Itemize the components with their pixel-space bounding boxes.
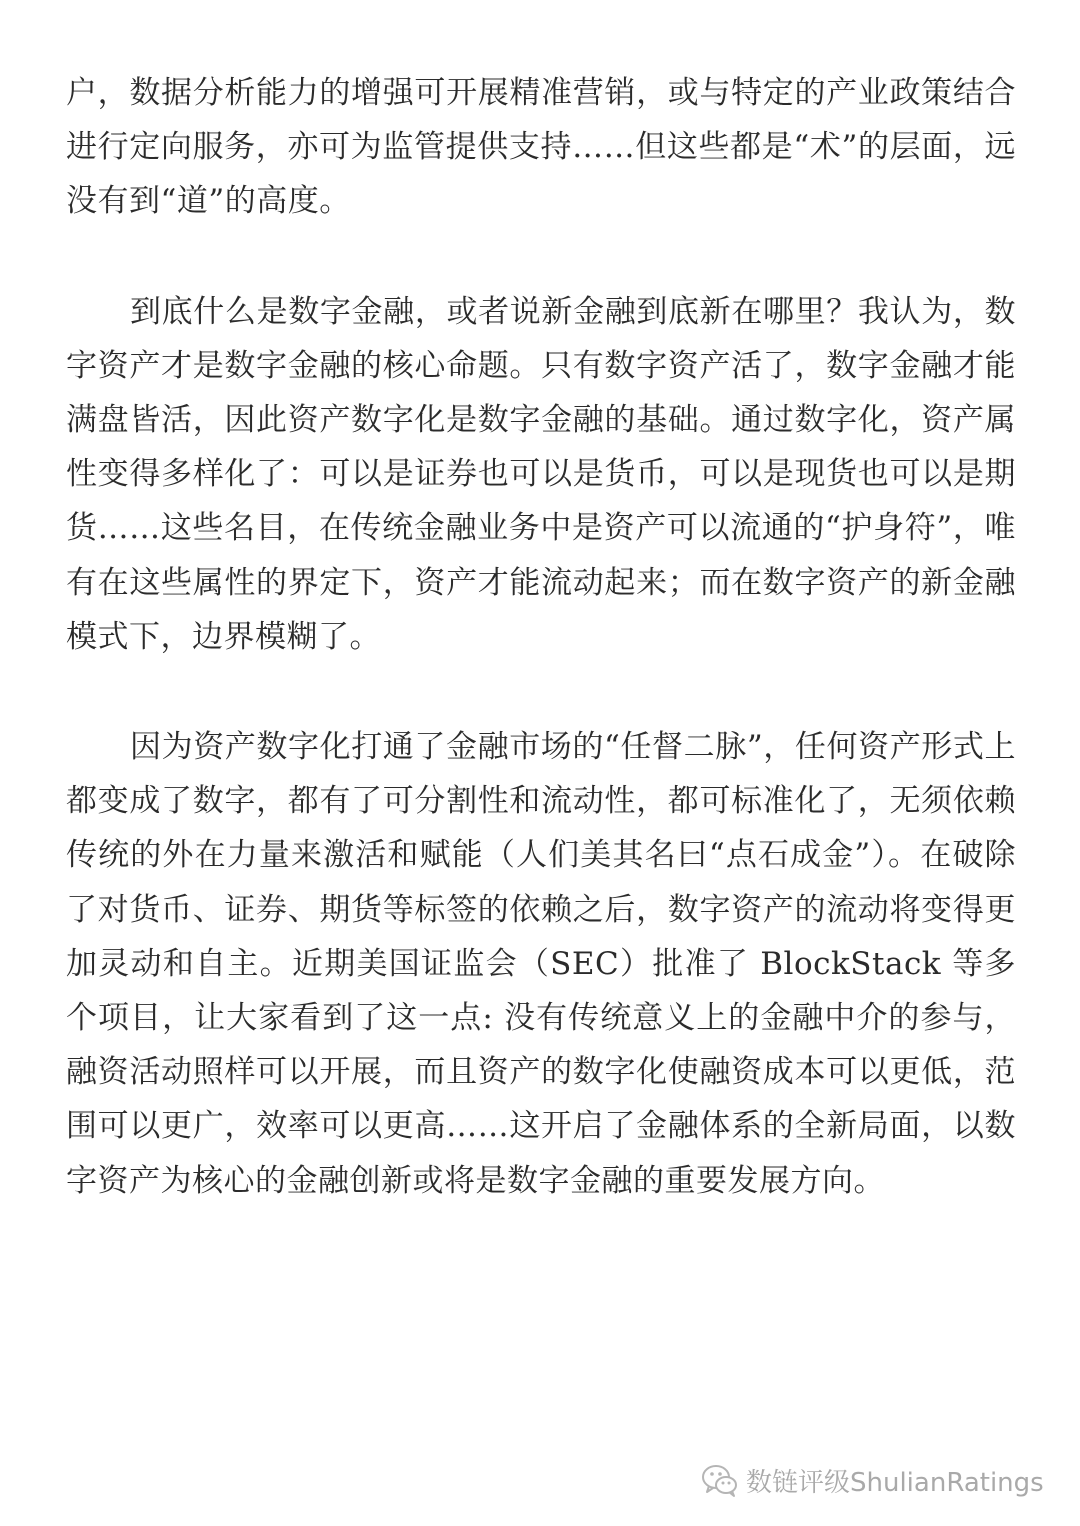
wechat-icon bbox=[700, 1460, 740, 1500]
paragraph-asset-digitization: 因为资产数字化打通了金融市场的“任督二脉”，任何资产形式上都变成了数字，都有了可分割性和流动性，都可标准化了，无须依赖传统的外在力量来激活和赋能（人们美其名曰“点石成金”）。在破除了对货币、证券、期货等标签的依赖之后，数字资产的流动将变得更加灵动和自主。近期美国证监会（SEC）批准了 BlockStack 等多个项目，让大家看到了这一点: 没有传统意义上的金融中介的参与，融资活动照样可以开展，而且资产的数字化使融资成本可以更低，范围可以更广，效率可以更高……这开启了金融体系的全新局面，以数字资产为核心的金融创新或将是数字金融的重要发展方向。 bbox=[66, 729, 1016, 1199]
watermark-text: 数链评级ShulianRatings bbox=[746, 1467, 1044, 1498]
watermark bbox=[700, 1458, 1044, 1502]
article-body bbox=[66, 66, 1016, 1208]
paragraph-digital-assets: 到底什么是数字金融，或者说新金融到底新在哪里？我认为，数字资产才是数字金融的核心命题。只有数字资产活了，数字金融才能满盘皆活，因此资产数字化是数字金融的基础。通过数字化，资产属性变得多样化了：可以是证券也可以是货币，可以是现货也可以是期货……这些名目，在传统金融业务中是资产可以流通的“护身符”，唯有在这些属性的界定下，资产才能流动起来；而在数字资产的新金融模式下，边界模糊了。 bbox=[66, 293, 1016, 655]
paragraph-continued: 户，数据分析能力的增强可开展精准营销，或与特定的产业政策结合进行定向服务，亦可为监管提供支持……但这些都是“术”的层面，远没有到“道”的高度。 bbox=[66, 75, 1016, 220]
